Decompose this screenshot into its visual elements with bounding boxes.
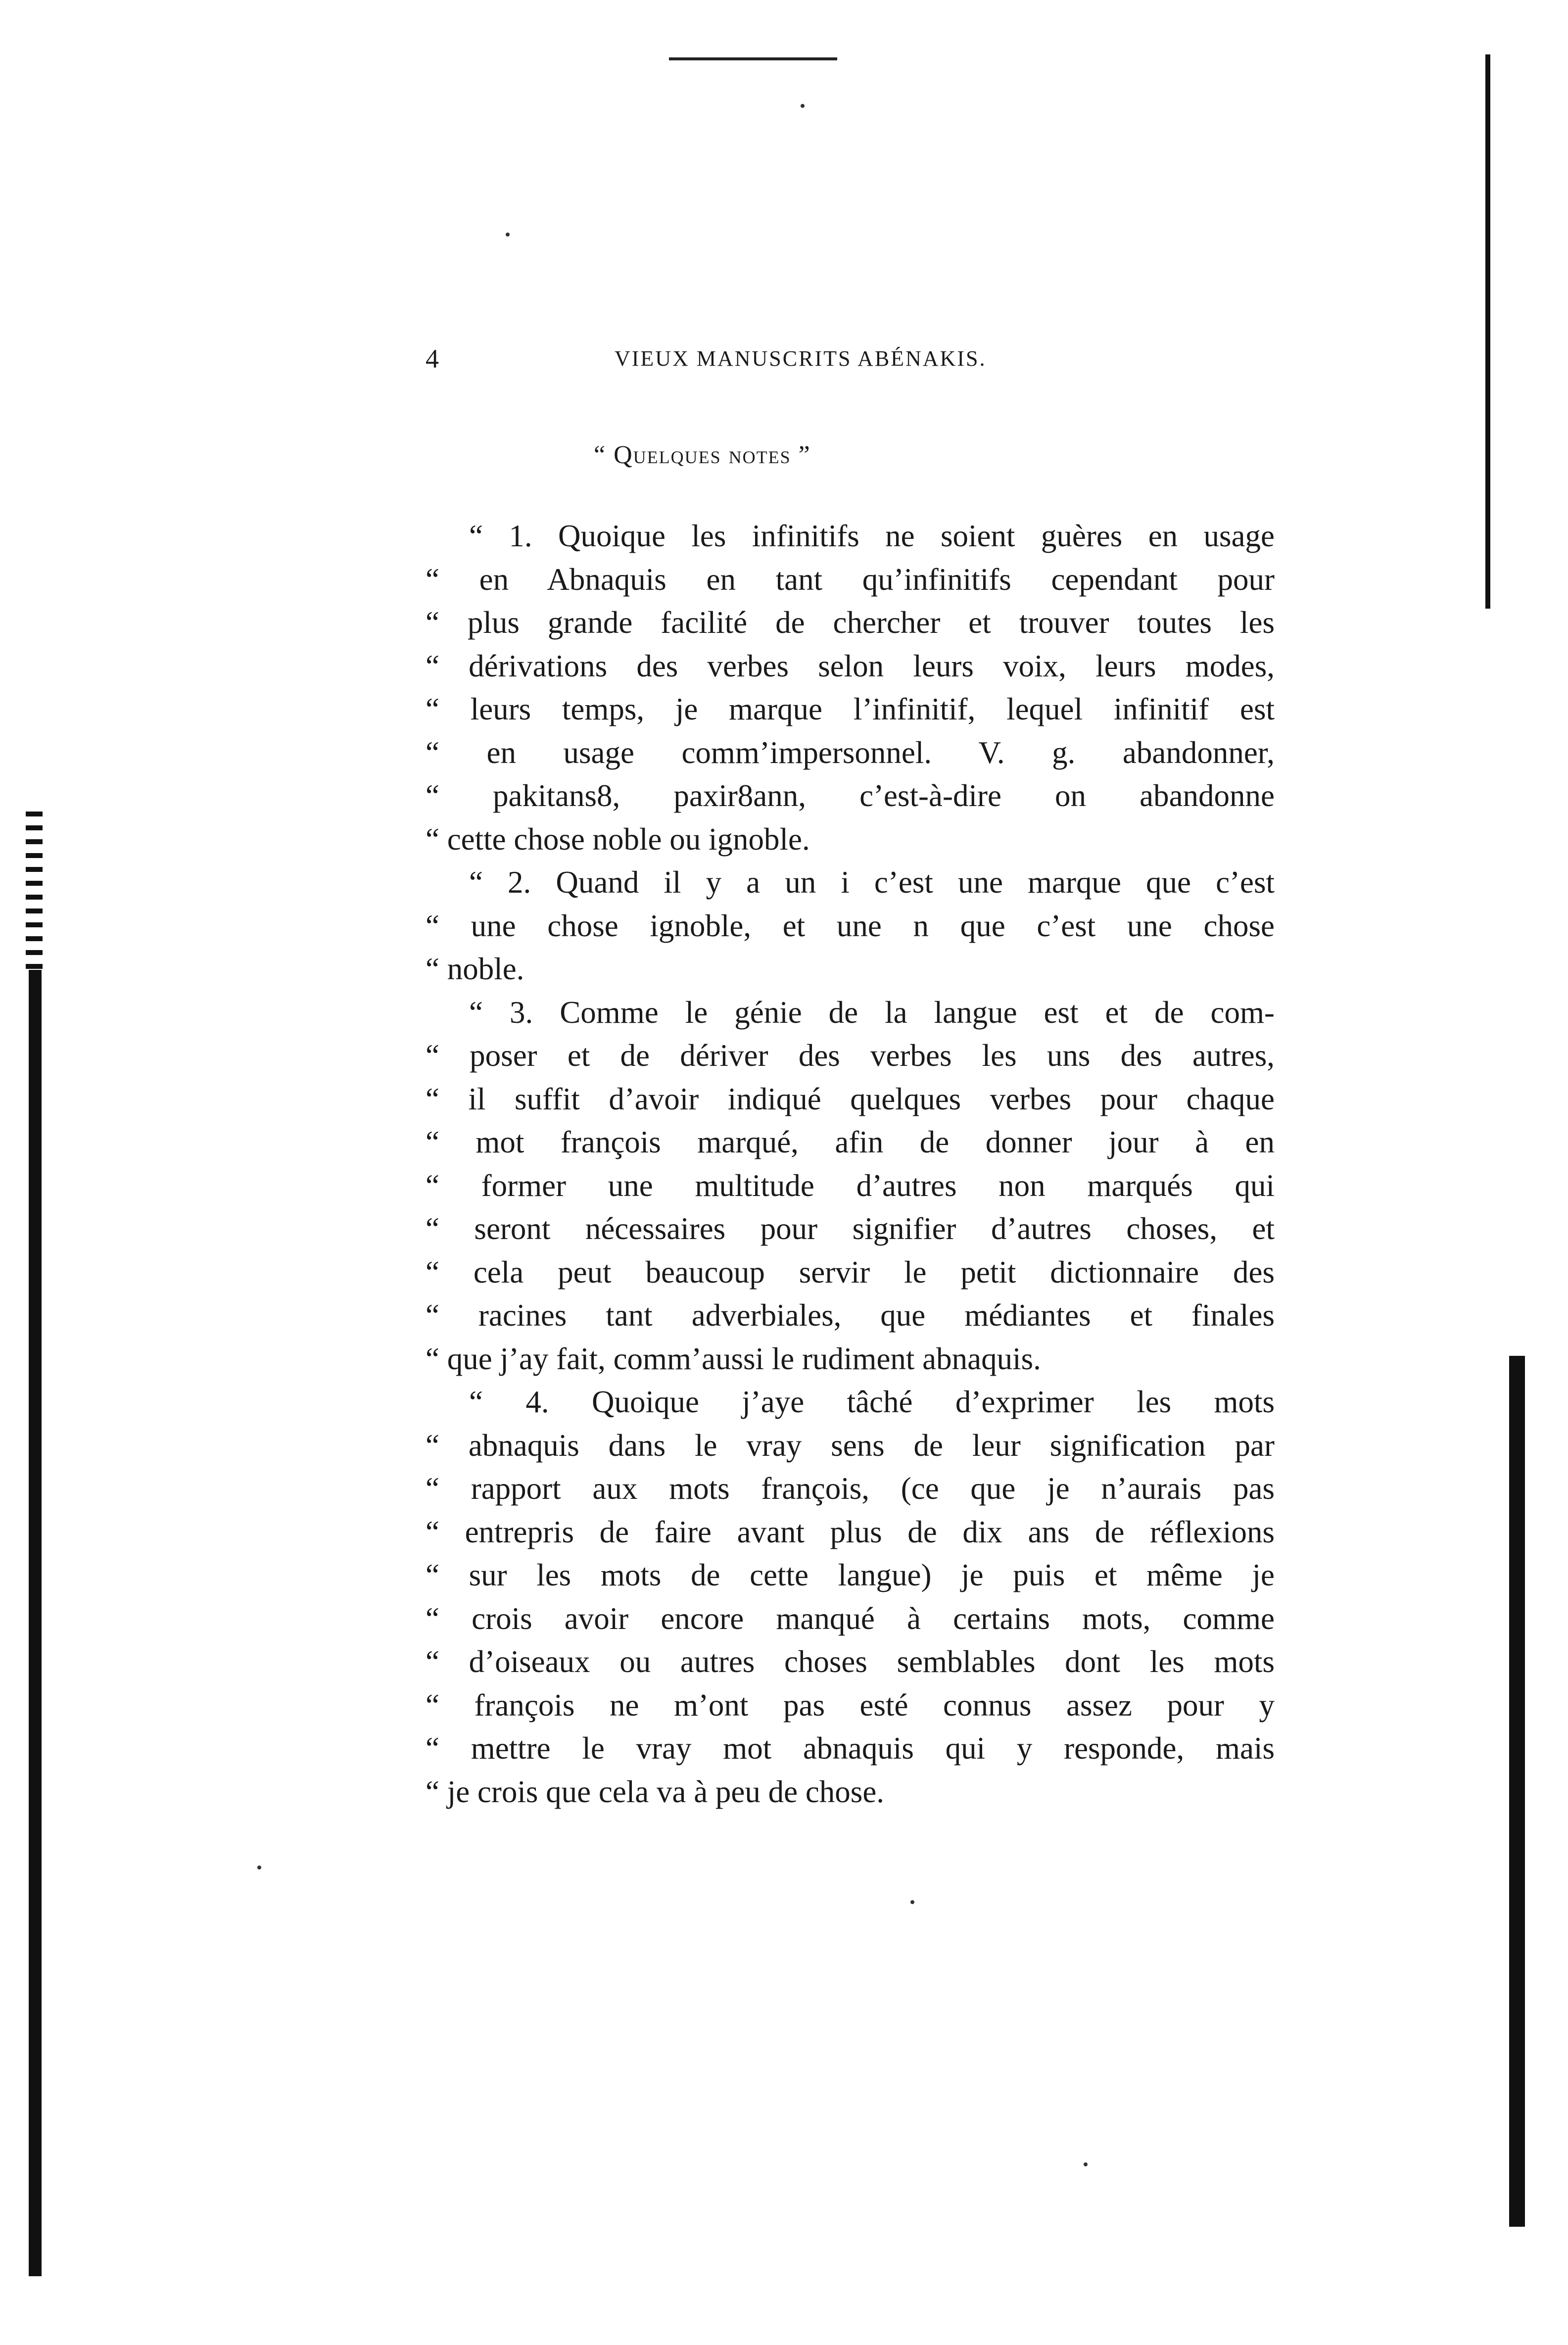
text-line: “ pakitans8, paxir8ann, c’est-à-dire on abandonne: [426, 778, 1275, 813]
page-header: [426, 341, 1089, 376]
text-line: “ leurs temps, je marque l’infinitif, lequel infinitif est: [426, 692, 1275, 726]
text-line: “ cette chose noble ou ignoble.: [426, 821, 810, 857]
text-line: “ mettre le vray mot abnaquis qui y responde, mais: [426, 1731, 1275, 1766]
text-line: “ mot françois marqué, afin de donner jour à en: [426, 1125, 1275, 1159]
text-line: “ former une multitude d’autres non marqués qui: [426, 1168, 1275, 1203]
text-line: “ plus grande facilité de chercher et trouver toutes les: [426, 605, 1275, 640]
scan-speck: [257, 1866, 261, 1869]
text-line: “ entrepris de faire avant plus de dix ans de réflexions: [426, 1514, 1275, 1549]
scan-edge-bar-right-bottom: [1509, 1356, 1525, 2227]
text-line: “ racines tant adverbiales, que médiantes et finales: [426, 1298, 1275, 1333]
text-line: “ sur les mots de cette langue) je puis et même je: [426, 1558, 1275, 1592]
text-line: “ je crois que cela va à peu de chose.: [426, 1774, 885, 1809]
text-line: “ une chose ignoble, et une n que c’est une chose: [426, 908, 1275, 943]
text-line: “ seront nécessaires pour signifier d’autres choses, et: [426, 1211, 1275, 1246]
text-line: “ en Abnaquis en tant qu’infinitifs cependant pour: [426, 562, 1275, 597]
text-line: “ 2. Quand il y a un i c’est une marque que c’est: [469, 865, 1275, 900]
text-line: “ en usage comm’impersonnel. V. g. abandonner,: [426, 735, 1275, 770]
page-number: 4: [426, 344, 439, 374]
scan-edge-bar-right-top: [1485, 54, 1490, 609]
scan-speck: [506, 233, 510, 237]
scan-speck: [801, 104, 805, 108]
text-line: “ 1. Quoique les infinitifs ne soient guères en usage: [469, 519, 1275, 553]
scan-edge-bar-left: [29, 970, 42, 2276]
text-line: “ d’oiseaux ou autres choses semblables dont les mots: [426, 1644, 1275, 1679]
section-title: “ Quelques notes ”: [594, 441, 811, 469]
text-line: “ il suffit d’avoir indiqué quelques verbes pour chaque: [426, 1081, 1275, 1116]
text-line: “ rapport aux mots françois, (ce que je n’aurais pas: [426, 1471, 1275, 1506]
text-line: “ 4. Quoique j’aye tâché d’exprimer les mots: [469, 1385, 1275, 1419]
text-line: “ cela peut beaucoup servir le petit dictionnaire des: [426, 1254, 1275, 1290]
text-line: “ 3. Comme le génie de la langue est et de com-: [469, 995, 1275, 1030]
text-line: “ poser et de dériver des verbes les uns des autres,: [426, 1038, 1275, 1073]
text-line: “ françois ne m’ont pas esté connus assez pour y: [426, 1687, 1275, 1723]
body-text: [426, 515, 1275, 1861]
scan-speck: [910, 1900, 914, 1904]
top-rule: [669, 57, 837, 60]
scan-speck: [1084, 2162, 1088, 2166]
text-line: “ que j’ay fait, comm’aussi le rudiment abnaquis.: [426, 1341, 1041, 1376]
text-line: “ dérivations des verbes selon leurs voix, leurs modes,: [426, 648, 1275, 683]
text-line: “ abnaquis dans le vray sens de leur signification par: [426, 1428, 1275, 1463]
running-title: VIEUX MANUSCRITS ABÉNAKIS.: [615, 346, 987, 371]
scan-edge-ticks-left: [26, 812, 43, 970]
text-line: “ noble.: [426, 952, 524, 986]
text-line: “ crois avoir encore manqué à certains mots, comme: [426, 1601, 1275, 1636]
